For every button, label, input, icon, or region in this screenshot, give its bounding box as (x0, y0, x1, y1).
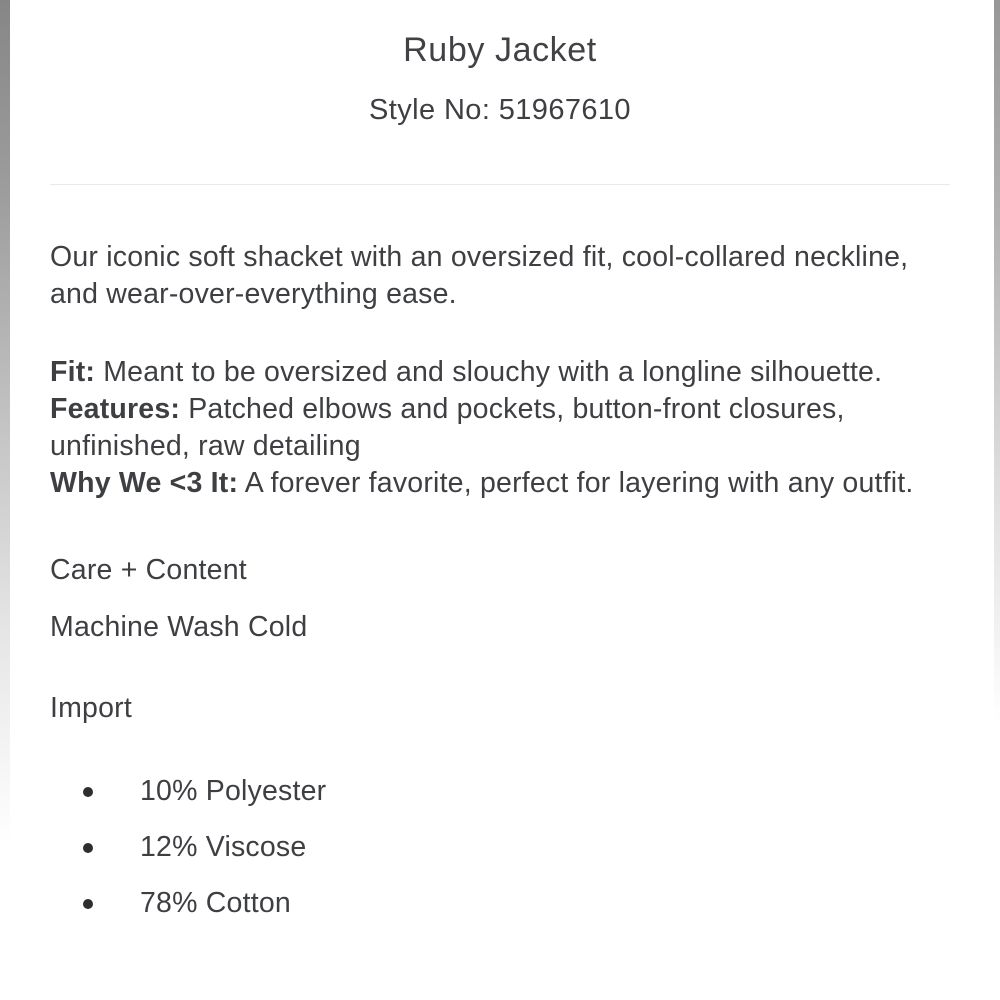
bullet-icon (83, 899, 93, 909)
why-we-love-it-text: A forever favorite, perfect for layering with any outfit. (238, 467, 914, 499)
care-instruction: Machine Wash Cold (50, 611, 308, 643)
bullet-icon (83, 843, 93, 853)
material-item (50, 773, 960, 810)
material-text: 78% Cotton (140, 887, 291, 919)
fit-label: Fit: (50, 356, 96, 388)
bullet-icon (83, 787, 93, 797)
material-item (50, 885, 960, 922)
material-text: 10% Polyester (140, 775, 327, 807)
features-detail (50, 391, 960, 465)
material-item (50, 829, 960, 866)
fit-text: Meant to be oversized and slouchy with a longline silhouette. (95, 356, 883, 388)
why-we-love-it-label: Why We <3 It: (50, 467, 239, 499)
features-text: Patched elbows and pockets, button-front closures, unfinished, raw detailing (50, 393, 845, 462)
origin-label: Import (50, 692, 132, 724)
materials-list (50, 773, 960, 922)
material-text: 12% Viscose (140, 831, 307, 863)
fit-detail (50, 354, 960, 391)
features-label: Features: (50, 393, 181, 425)
product-header (0, 0, 1000, 128)
product-description-panel (0, 239, 1000, 922)
product-title: Ruby Jacket (403, 31, 597, 69)
care-content-heading: Care + Content (50, 554, 247, 586)
style-number: Style No: 51967610 (369, 94, 631, 126)
detail-lines (50, 354, 960, 502)
intro-paragraph: Our iconic soft shacket with an oversized fit, cool-collared neckline, and wear-over-everything ease. (50, 241, 909, 310)
why-we-love-it-detail (50, 465, 960, 502)
header-divider (50, 184, 950, 185)
